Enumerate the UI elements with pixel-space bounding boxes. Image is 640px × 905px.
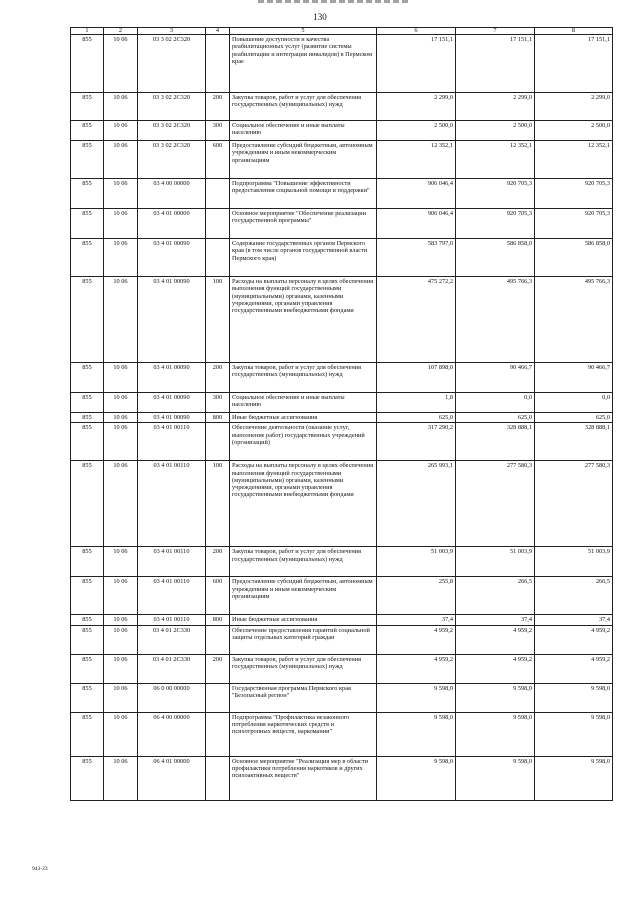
expense-type-cell	[206, 756, 230, 800]
column-header: 6	[377, 28, 456, 35]
target-article-cell: 03 4 01 00090	[138, 277, 206, 363]
item-name-cell: Содержание государственных органов Пермского края (в том числе органов государственной власти Пермского края)	[230, 239, 377, 277]
target-article-cell: 03 4 01 2С330	[138, 625, 206, 654]
table-row	[71, 683, 613, 712]
table-row	[71, 393, 613, 413]
item-name-cell: Подпрограмма "Повышение эффективности предоставления социальной помощи и поддержки"	[230, 179, 377, 209]
amount-year-1-cell: 17 151,1	[377, 35, 456, 93]
section-code-cell: 10 06	[104, 683, 138, 712]
amount-year-3-cell: 2 500,0	[535, 121, 613, 141]
target-article-cell: 03 4 01 00090	[138, 393, 206, 413]
amount-year-2-cell: 2 299,0	[456, 93, 535, 121]
target-article-cell: 03 4 00 00000	[138, 179, 206, 209]
table-row	[71, 756, 613, 800]
amount-year-3-cell: 920 705,3	[535, 179, 613, 209]
admin-code-cell: 855	[71, 179, 104, 209]
item-name-cell: Закупка товаров, работ и услуг для обеспечения государственных (муниципальных) нужд	[230, 363, 377, 393]
item-name-cell: Основное мероприятие "Реализация мер в области профилактики потребления наркотиков и других психоактивных веществ"	[230, 756, 377, 800]
target-article-cell: 03 4 01 00110	[138, 461, 206, 547]
admin-code-cell: 855	[71, 413, 104, 423]
expense-type-cell	[206, 625, 230, 654]
amount-year-2-cell: 9 598,0	[456, 683, 535, 712]
item-name-cell: Повышение доступности и качества реабилитационных услуг (развитие системы реабилитации и интеграции инвалидов) в Пермском крае	[230, 35, 377, 93]
section-code-cell: 10 06	[104, 615, 138, 625]
item-name-cell: Социальное обеспечение и иные выплаты населению	[230, 393, 377, 413]
item-name-cell: Расходы на выплаты персоналу в целях обеспечения выполнения функций государственными (муниципальными) органами, казенными учреждениями, органами управления государственными внебюджетными фондами	[230, 461, 377, 547]
table-row	[71, 121, 613, 141]
amount-year-3-cell: 51 003,9	[535, 547, 613, 577]
section-code-cell: 10 06	[104, 141, 138, 179]
amount-year-1-cell: 9 598,0	[377, 712, 456, 756]
amount-year-2-cell: 9 598,0	[456, 756, 535, 800]
budget-table	[70, 27, 613, 801]
target-article-cell: 03 4 01 00110	[138, 423, 206, 461]
admin-code-cell: 855	[71, 547, 104, 577]
expense-type-cell: 100	[206, 461, 230, 547]
amount-year-1-cell: 4 959,2	[377, 625, 456, 654]
target-article-cell: 03 4 01 2С330	[138, 654, 206, 683]
table-row	[71, 461, 613, 547]
target-article-cell: 03 4 01 00110	[138, 615, 206, 625]
item-name-cell: Предоставление субсидий бюджетным, автономным учреждениям и иным некоммерческим организациям	[230, 141, 377, 179]
section-code-cell: 10 06	[104, 179, 138, 209]
section-code-cell: 10 06	[104, 547, 138, 577]
amount-year-3-cell: 17 151,1	[535, 35, 613, 93]
target-article-cell: 03 3 02 2С320	[138, 93, 206, 121]
item-name-cell: Расходы на выплаты персоналу в целях обеспечения выполнения функций государственными (муниципальными) органами, казенными учреждениями, органами управления государственными внебюджетными фондами	[230, 277, 377, 363]
target-article-cell: 03 4 01 00110	[138, 547, 206, 577]
target-article-cell: 06 4 01 00000	[138, 756, 206, 800]
section-code-cell: 10 06	[104, 654, 138, 683]
admin-code-cell: 855	[71, 121, 104, 141]
amount-year-1-cell: 1,8	[377, 393, 456, 413]
section-code-cell: 10 06	[104, 35, 138, 93]
target-article-cell: 03 3 02 2С320	[138, 121, 206, 141]
amount-year-2-cell: 495 766,3	[456, 277, 535, 363]
target-article-cell: 03 4 01 00110	[138, 577, 206, 615]
amount-year-2-cell: 37,4	[456, 615, 535, 625]
admin-code-cell: 855	[71, 141, 104, 179]
admin-code-cell: 855	[71, 363, 104, 393]
column-header: 1	[71, 28, 104, 35]
table-row	[71, 93, 613, 121]
table-row	[71, 239, 613, 277]
amount-year-1-cell: 2 299,0	[377, 93, 456, 121]
amount-year-3-cell: 495 766,3	[535, 277, 613, 363]
admin-code-cell: 855	[71, 654, 104, 683]
amount-year-2-cell: 586 858,0	[456, 239, 535, 277]
admin-code-cell: 855	[71, 35, 104, 93]
amount-year-3-cell: 328 888,1	[535, 423, 613, 461]
column-header: 5	[230, 28, 377, 35]
amount-year-1-cell: 9 598,0	[377, 756, 456, 800]
expense-type-cell: 600	[206, 141, 230, 179]
admin-code-cell: 855	[71, 577, 104, 615]
amount-year-3-cell: 920 705,3	[535, 209, 613, 239]
expense-type-cell: 300	[206, 393, 230, 413]
scan-artifact	[258, 0, 408, 3]
amount-year-3-cell: 266,5	[535, 577, 613, 615]
table-header-row	[71, 28, 613, 35]
amount-year-1-cell: 9 598,0	[377, 683, 456, 712]
table-row	[71, 615, 613, 625]
amount-year-3-cell: 4 959,2	[535, 625, 613, 654]
table-row	[71, 179, 613, 209]
item-name-cell: Обеспечение предоставления гарантий социальной защиты отдельных категорий граждан	[230, 625, 377, 654]
item-name-cell: Предоставление субсидий бюджетным, автономным учреждениям и иным некоммерческим организациям	[230, 577, 377, 615]
amount-year-3-cell: 9 598,0	[535, 756, 613, 800]
expense-type-cell: 200	[206, 93, 230, 121]
section-code-cell: 10 06	[104, 625, 138, 654]
section-code-cell: 10 06	[104, 461, 138, 547]
amount-year-1-cell: 906 046,4	[377, 179, 456, 209]
section-code-cell: 10 06	[104, 209, 138, 239]
section-code-cell: 10 06	[104, 93, 138, 121]
admin-code-cell: 855	[71, 277, 104, 363]
admin-code-cell: 855	[71, 209, 104, 239]
section-code-cell: 10 06	[104, 239, 138, 277]
amount-year-1-cell: 4 959,2	[377, 654, 456, 683]
amount-year-3-cell: 9 598,0	[535, 712, 613, 756]
table-row	[71, 625, 613, 654]
item-name-cell: Закупка товаров, работ и услуг для обеспечения государственных (муниципальных) нужд	[230, 547, 377, 577]
item-name-cell: Государственная программа Пермского края "Безопасный регион"	[230, 683, 377, 712]
item-name-cell: Иные бюджетные ассигнования	[230, 615, 377, 625]
amount-year-1-cell: 2 500,0	[377, 121, 456, 141]
amount-year-3-cell: 4 959,2	[535, 654, 613, 683]
amount-year-1-cell: 317 290,2	[377, 423, 456, 461]
target-article-cell: 03 4 01 00090	[138, 239, 206, 277]
amount-year-2-cell: 17 151,1	[456, 35, 535, 93]
amount-year-3-cell: 12 352,1	[535, 141, 613, 179]
amount-year-2-cell: 266,5	[456, 577, 535, 615]
page-number: 130	[313, 12, 327, 22]
amount-year-2-cell: 920 705,3	[456, 179, 535, 209]
column-header: 3	[138, 28, 206, 35]
expense-type-cell: 200	[206, 363, 230, 393]
section-code-cell: 10 06	[104, 423, 138, 461]
section-code-cell: 10 06	[104, 577, 138, 615]
item-name-cell: Социальное обеспечение и иные выплаты населению	[230, 121, 377, 141]
amount-year-2-cell: 9 598,0	[456, 712, 535, 756]
amount-year-2-cell: 2 500,0	[456, 121, 535, 141]
amount-year-2-cell: 625,0	[456, 413, 535, 423]
amount-year-1-cell: 583 797,0	[377, 239, 456, 277]
amount-year-3-cell: 586 858,0	[535, 239, 613, 277]
amount-year-1-cell: 265 993,1	[377, 461, 456, 547]
expense-type-cell	[206, 209, 230, 239]
admin-code-cell: 855	[71, 756, 104, 800]
section-code-cell: 10 06	[104, 712, 138, 756]
table-row	[71, 577, 613, 615]
amount-year-1-cell: 107 898,0	[377, 363, 456, 393]
expense-type-cell	[206, 35, 230, 93]
expense-type-cell	[206, 239, 230, 277]
admin-code-cell: 855	[71, 393, 104, 413]
target-article-cell: 03 4 01 00090	[138, 413, 206, 423]
admin-code-cell: 855	[71, 615, 104, 625]
target-article-cell: 03 4 01 00000	[138, 209, 206, 239]
section-code-cell: 10 06	[104, 363, 138, 393]
amount-year-2-cell: 0,0	[456, 393, 535, 413]
admin-code-cell: 855	[71, 683, 104, 712]
document-code: 943-23	[32, 866, 48, 872]
amount-year-3-cell: 2 299,0	[535, 93, 613, 121]
amount-year-1-cell: 475 272,2	[377, 277, 456, 363]
amount-year-1-cell: 12 352,1	[377, 141, 456, 179]
expense-type-cell: 800	[206, 615, 230, 625]
column-header: 7	[456, 28, 535, 35]
amount-year-2-cell: 328 888,1	[456, 423, 535, 461]
expense-type-cell: 600	[206, 577, 230, 615]
amount-year-1-cell: 906 046,4	[377, 209, 456, 239]
section-code-cell: 10 06	[104, 121, 138, 141]
column-header: 2	[104, 28, 138, 35]
target-article-cell: 06 4 00 00000	[138, 712, 206, 756]
amount-year-2-cell: 90 466,7	[456, 363, 535, 393]
admin-code-cell: 855	[71, 712, 104, 756]
amount-year-1-cell: 255,8	[377, 577, 456, 615]
admin-code-cell: 855	[71, 461, 104, 547]
amount-year-3-cell: 90 466,7	[535, 363, 613, 393]
section-code-cell: 10 06	[104, 413, 138, 423]
table-row	[71, 423, 613, 461]
item-name-cell: Подпрограмма "Профилактика незаконного потребления наркотических средств и психотропных веществ, наркомании"	[230, 712, 377, 756]
table-row	[71, 277, 613, 363]
item-name-cell: Закупка товаров, работ и услуг для обеспечения государственных (муниципальных) нужд	[230, 654, 377, 683]
section-code-cell: 10 06	[104, 756, 138, 800]
expense-type-cell	[206, 712, 230, 756]
column-header: 4	[206, 28, 230, 35]
section-code-cell: 10 06	[104, 393, 138, 413]
table-row	[71, 654, 613, 683]
amount-year-2-cell: 277 580,3	[456, 461, 535, 547]
amount-year-3-cell: 37,4	[535, 615, 613, 625]
target-article-cell: 03 3 02 2С320	[138, 35, 206, 93]
expense-type-cell	[206, 423, 230, 461]
section-code-cell: 10 06	[104, 277, 138, 363]
expense-type-cell: 100	[206, 277, 230, 363]
expense-type-cell: 800	[206, 413, 230, 423]
table-row	[71, 363, 613, 393]
table-row	[71, 35, 613, 93]
amount-year-2-cell: 4 959,2	[456, 625, 535, 654]
expense-type-cell	[206, 179, 230, 209]
table-row	[71, 712, 613, 756]
item-name-cell: Обеспечение деятельности (оказание услуг, выполнение работ) государственных учреждений (организаций)	[230, 423, 377, 461]
admin-code-cell: 855	[71, 93, 104, 121]
column-header: 8	[535, 28, 613, 35]
amount-year-3-cell: 277 580,3	[535, 461, 613, 547]
table-row	[71, 141, 613, 179]
amount-year-3-cell: 9 598,0	[535, 683, 613, 712]
amount-year-3-cell: 625,0	[535, 413, 613, 423]
expense-type-cell: 200	[206, 654, 230, 683]
item-name-cell: Иные бюджетные ассигнования	[230, 413, 377, 423]
amount-year-2-cell: 920 705,3	[456, 209, 535, 239]
target-article-cell: 03 4 01 00090	[138, 363, 206, 393]
amount-year-2-cell: 4 959,2	[456, 654, 535, 683]
admin-code-cell: 855	[71, 625, 104, 654]
amount-year-1-cell: 37,4	[377, 615, 456, 625]
amount-year-2-cell: 12 352,1	[456, 141, 535, 179]
table-row	[71, 547, 613, 577]
target-article-cell: 03 3 02 2С320	[138, 141, 206, 179]
admin-code-cell: 855	[71, 239, 104, 277]
amount-year-2-cell: 51 003,9	[456, 547, 535, 577]
amount-year-1-cell: 625,0	[377, 413, 456, 423]
expense-type-cell: 300	[206, 121, 230, 141]
table-row	[71, 413, 613, 423]
expense-type-cell	[206, 683, 230, 712]
amount-year-1-cell: 51 003,9	[377, 547, 456, 577]
expense-type-cell: 200	[206, 547, 230, 577]
table-row	[71, 209, 613, 239]
amount-year-3-cell: 0,0	[535, 393, 613, 413]
item-name-cell: Закупка товаров, работ и услуг для обеспечения государственных (муниципальных) нужд	[230, 93, 377, 121]
item-name-cell: Основное мероприятие "Обеспечение реализации государственной программы"	[230, 209, 377, 239]
target-article-cell: 06 0 00 00000	[138, 683, 206, 712]
admin-code-cell: 855	[71, 423, 104, 461]
